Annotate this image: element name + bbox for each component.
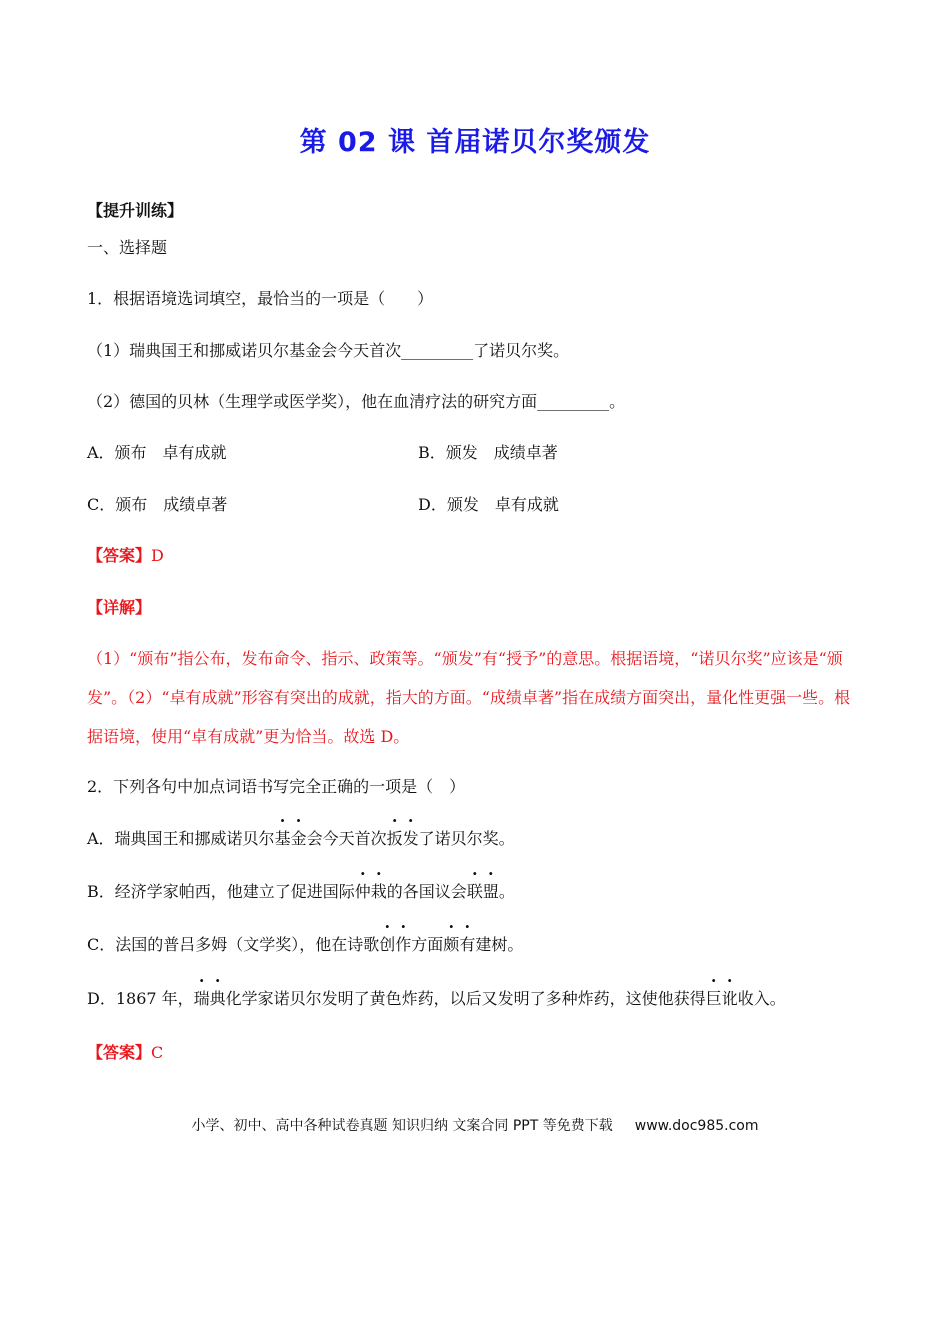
dotted-char: 颇 — [443, 935, 460, 954]
q1-detail-label: 【详解】 — [87, 598, 152, 617]
q1-option-c: C．颁布 成绩卓著 — [87, 495, 228, 514]
dotted-char: 基 — [274, 829, 291, 848]
page-footer — [0, 1115, 950, 1135]
dotted-char: 仲 — [354, 882, 371, 901]
q2-option-d: D．1867 年，瑞典化学家诺贝尔发明了黄色炸药，以后又发明了多种炸药，这使他获得巨讹收入。 — [87, 989, 786, 1008]
q1-answer — [87, 545, 164, 567]
dotted-char: 典 — [209, 989, 226, 1008]
q1-detail-text: （1）“颁布”指公布，发布命令、指示、政策等。“颁发”有“授予”的意思。根据语境，“诺贝尔奖”应该是“颁发”。（2）“卓有成就”形容有突出的成就，指大的方面。“成绩卓著”指在成绩方面突出，量化性更强一些。根据语境，使用“卓有成就”更为恰当。故选 D。 — [87, 649, 851, 746]
answer-value: D — [151, 546, 164, 565]
q1-sub1: （1）瑞典国王和挪威诺贝尔基金会今天首次_________了诺贝尔奖。 — [87, 341, 570, 360]
answer-value: C — [151, 1043, 164, 1062]
q2-answer — [87, 1042, 163, 1064]
section-label: 【提升训练】 — [87, 201, 184, 220]
q2-option-c: C．法国的普吕多姆（文学奖），他在诗歌创作方面颇有建树。 — [87, 935, 524, 954]
dotted-char: 金 — [290, 829, 307, 848]
footer-text: 小学、初中、高中各种试卷真题 知识归纳 文案合同 PPT 等免费下载 — [191, 1118, 613, 1134]
dotted-char: 有 — [459, 935, 476, 954]
footer-site-link[interactable]: www.doc985.com — [634, 1118, 759, 1134]
q1-option-a: A．颁布 卓有成就 — [87, 443, 227, 462]
dotted-char: 发 — [402, 829, 419, 848]
dotted-char: 栽 — [370, 882, 387, 901]
dotted-char: 巨 — [705, 989, 722, 1008]
dotted-char: 联 — [466, 882, 483, 901]
answer-label: 【答案】 — [87, 1043, 152, 1062]
dotted-char: 扳 — [386, 829, 403, 848]
dotted-char: 创 — [379, 935, 396, 954]
dotted-char: 瑞 — [193, 989, 210, 1008]
dotted-char: 讹 — [721, 989, 738, 1008]
q2-stem: 2．下列各句中加点词语书写完全正确的一项是（ ） — [87, 777, 466, 796]
q1-option-d: D．颁发 卓有成就 — [418, 495, 559, 514]
q2-option-b: B．经济学家帕西，他建立了促进国际仲栽的各国议会联盟。 — [87, 882, 515, 901]
answer-label: 【答案】 — [87, 546, 152, 565]
q2-option-a: A．瑞典国王和挪威诺贝尔基金会今天首次扳发了诺贝尔奖。 — [87, 829, 515, 848]
dotted-char: 作 — [395, 935, 412, 954]
dotted-char: 盟 — [482, 882, 499, 901]
q1-stem: 1．根据语境选词填空，最恰当的一项是（ ） — [87, 289, 434, 308]
part-title: 一、选择题 — [87, 238, 168, 257]
q1-sub2: （2）德国的贝林（生理学或医学奖），他在血清疗法的研究方面_________。 — [87, 392, 626, 411]
q1-option-b: B．颁发 成绩卓著 — [418, 443, 558, 462]
page-title: 第 02 课 首届诺贝尔奖颁发 — [299, 127, 651, 158]
